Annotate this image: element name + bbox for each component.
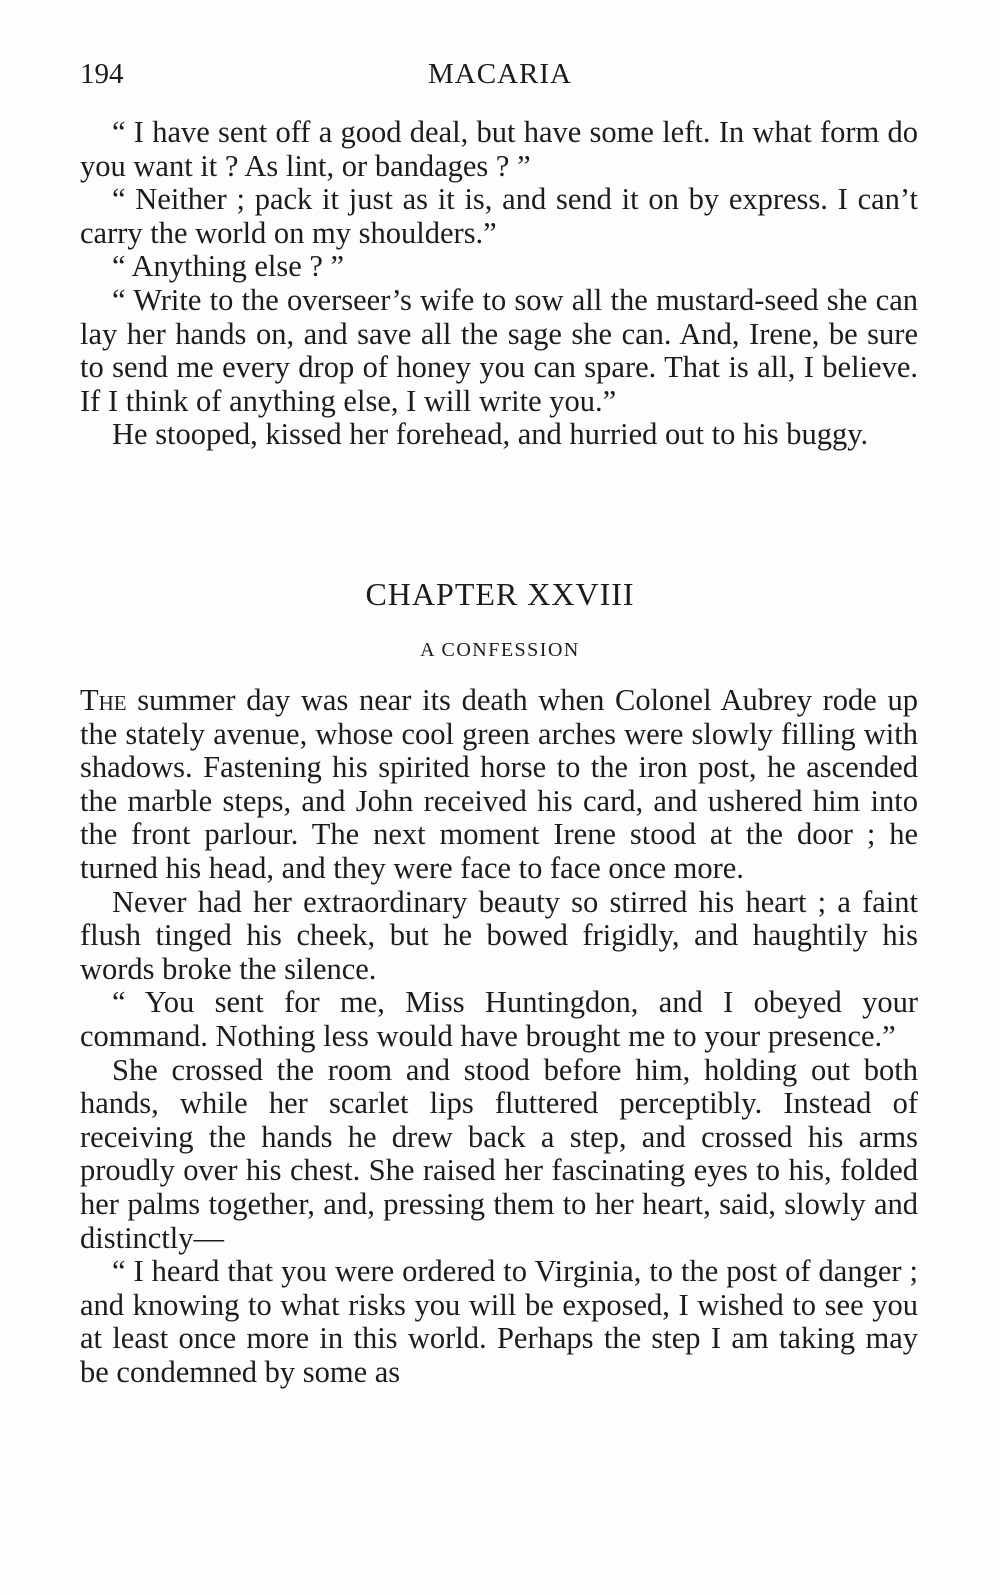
page-number: 194	[80, 58, 124, 90]
paragraph: “ You sent for me, Miss Huntingdon, and I obeyed your command. Nothing less would have brought me to your presence.”	[80, 985, 918, 1053]
paragraph: He stooped, kissed her forehead, and hurried out to his buggy.	[112, 417, 869, 452]
opening-paragraph-text: summer day was near its death when Colonel Aubrey rode up the stately avenue, whose cool green arches were slowly filling with shadows. Fastening his spirited horse to the iron post, he ascended the marble steps, and John received his card, and ushered him into the front parlour. The next moment Irene stood at the door ; he turned his head, and they were face to face once more.	[80, 683, 918, 885]
paragraph: “ Neither ; pack it just as it is, and send it on by express. I can’t carry the world on my shoulders.”	[80, 182, 918, 250]
chapter-subtitle: A CONFESSION	[420, 639, 580, 661]
running-title: MACARIA	[428, 58, 572, 90]
opening-paragraph	[80, 684, 918, 886]
chapter-title: CHAPTER XXVIII	[365, 576, 635, 612]
paragraph: She crossed the room and stood before him, holding out both hands, while her scarlet lips fluttered perceptibly. Instead of receiving the hands he drew back a step, and crossed his arms proudly over his chest. She raised her fascinating eyes to his, folded her palms together, and, pressing them to her heart, said, slowly and distinctly—	[80, 1052, 918, 1255]
paragraph: “ Write to the overseer’s wife to sow all the mustard-seed she can lay her hands on, and save all the sage she can. And, Irene, be sure to send me every drop of honey you can spare. That is all, I believe. If I think of anything else, I will write you.”	[80, 282, 918, 418]
paragraph: Never had her extraordinary beauty so stirred his heart ; a faint flush tinged his cheek, but he bowed frigidly, and haughtily his words broke the silence.	[80, 884, 918, 986]
page-header	[80, 58, 920, 98]
text-block-top	[80, 116, 918, 452]
paragraph: “ I have sent off a good deal, but have some left. In what form do you want it ? As lint, or bandages ? ”	[80, 115, 918, 183]
paragraph: “ I heard that you were ordered to Virginia, to the post of danger ; and knowing to what risks you will be exposed, I wished to see you at least once more in this world. Perhaps the step I am taking may be condemned by some as	[80, 1254, 918, 1389]
opening-word: The	[80, 683, 127, 717]
paragraph: “ Anything else ? ”	[112, 249, 345, 284]
text-block-chapter	[80, 684, 918, 1389]
